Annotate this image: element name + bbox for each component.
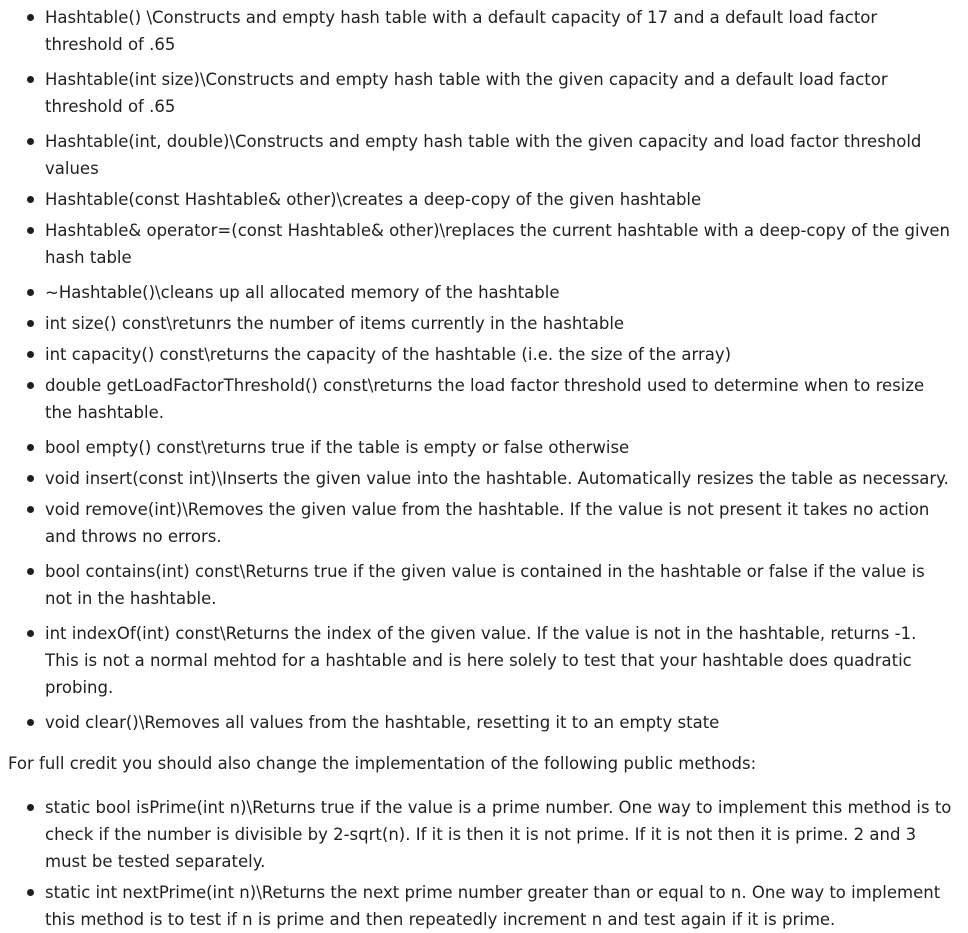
list-item-copy-constructor: Hashtable(const Hashtable& other)\creates a deep-copy of the given hashtable [0,186,968,213]
list-item-size: int size() const\retunrs the number of items currently in the hashtable [0,310,968,337]
list-item-capacity: int capacity() const\returns the capacity of the hashtable (i.e. the size of the array) [0,341,968,368]
list-item-insert: void insert(const int)\Inserts the given value into the hashtable. Automatically resizes the table as necessary. [0,465,968,492]
list-item-is-prime: static bool isPrime(int n)\Returns true if the value is a prime number. One way to implement this method is to check if the number is divisible by 2-sqrt(n). If it is then it is not prime. If it is not then it is prime. 2 and 3 must be tested separately. [0,794,968,875]
list-item-next-prime: static int nextPrime(int n)\Returns the next prime number greater than or equal to n. One way to implement this method is to test if n is prime and then repeatedly increment n and test again if it is prime. [0,879,968,933]
list-item-clear: void clear()\Removes all values from the hashtable, resetting it to an empty state [0,709,968,736]
list-item-index-of: int indexOf(int) const\Returns the index of the given value. If the value is not in the hashtable, returns -1. This is not a normal mehtod for a hashtable and is here solely to test that your hashtable does quadratic probing. [0,620,968,705]
list-item-constructor-size-threshold: Hashtable(int, double)\Constructs and empty hash table with the given capacity and load factor threshold values [0,128,968,182]
list-item-assignment-operator: Hashtable& operator=(const Hashtable& other)\replaces the current hashtable with a deep-copy of the given hash table [0,217,968,275]
list-item-contains: bool contains(int) const\Returns true if the given value is contained in the hashtable or false if the value is not in the hashtable. [0,558,968,616]
list-item-constructor-default: Hashtable() \Constructs and empty hash table with a default capacity of 17 and a default load factor threshold of .65 [0,4,968,62]
list-item-remove: void remove(int)\Removes the given value from the hashtable. If the value is not present it takes no action and throws no errors. [0,496,968,554]
list-item-constructor-size: Hashtable(int size)\Constructs and empty hash table with the given capacity and a default load factor threshold of .65 [0,66,968,124]
list-item-empty: bool empty() const\returns true if the table is empty or false otherwise [0,434,968,461]
list-item-destructor: ~Hashtable()\cleans up all allocated memory of the hashtable [0,279,968,306]
method-list-secondary [0,777,968,933]
list-item-load-factor-threshold: double getLoadFactorThreshold() const\returns the load factor threshold used to determine when to resize the hashtable. [0,372,968,430]
intro-paragraph: For full credit you should also change the implementation of the following public methods: [8,754,757,773]
